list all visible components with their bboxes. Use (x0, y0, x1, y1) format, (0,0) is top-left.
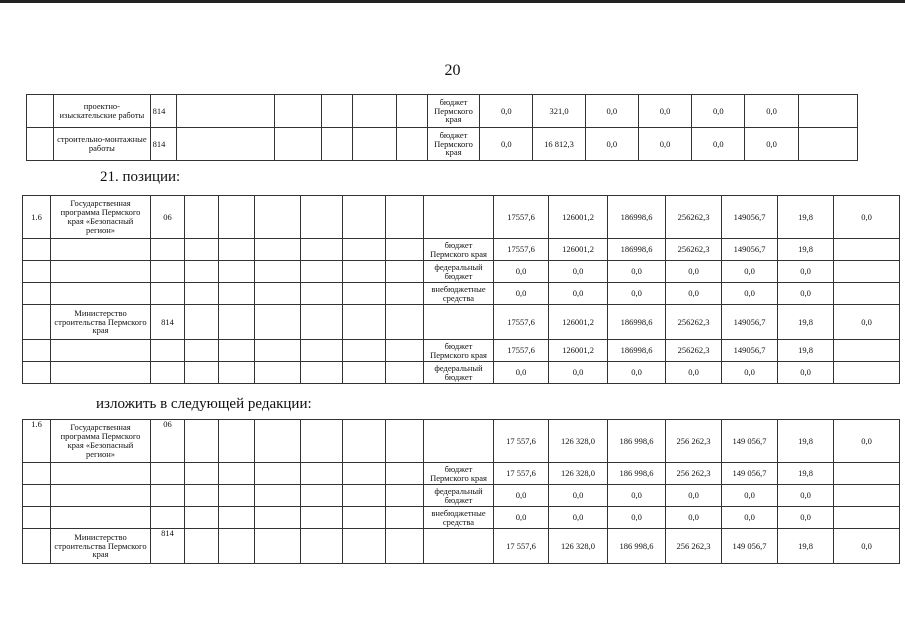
value-cell: 0,0 (692, 95, 745, 128)
value-cell: 149056,7 (722, 196, 778, 239)
table-row (23, 239, 900, 261)
value-cell: 0,0 (666, 362, 722, 384)
table-row (27, 95, 858, 128)
value-cell: 16 812,3 (533, 128, 585, 161)
value-cell: 0,0 (494, 362, 549, 384)
value-cell: 0,0 (778, 362, 834, 384)
value-cell: 0,0 (585, 128, 638, 161)
value-cell: 0,0 (585, 95, 638, 128)
value-cell: 0,0 (778, 283, 834, 305)
value-cell: 0,0 (778, 261, 834, 283)
value-cell: 0,0 (722, 261, 778, 283)
row-number: 1.6 (23, 196, 51, 239)
value-cell: 186998,6 (608, 305, 666, 340)
value-cell: 149 056,7 (722, 529, 778, 564)
source-cell: бюджет Пермского края (427, 95, 479, 128)
source-cell: бюджет Пермского края (424, 463, 494, 485)
source-cell: бюджет Пермского края (427, 128, 479, 161)
value-cell: 0,0 (692, 128, 745, 161)
value-cell: 149056,7 (722, 340, 778, 362)
source-cell: внебюджетные средства (424, 283, 494, 305)
source-cell: федеральный бюджет (424, 485, 494, 507)
value-cell: 19,8 (778, 463, 834, 485)
value-cell: 0,0 (638, 128, 691, 161)
value-cell: 126001,2 (549, 196, 608, 239)
value-cell: 0,0 (549, 283, 608, 305)
value-cell: 0,0 (494, 507, 549, 529)
value-cell: 17557,6 (494, 305, 549, 340)
value-cell: 19,8 (778, 239, 834, 261)
code-cell: 814 (150, 128, 176, 161)
code-cell: 814 (151, 305, 185, 340)
table-row (23, 283, 900, 305)
source-cell: федеральный бюджет (424, 261, 494, 283)
value-cell: 186998,6 (608, 340, 666, 362)
value-cell: 0,0 (666, 283, 722, 305)
value-cell: 256 262,3 (666, 463, 722, 485)
value-cell: 0,0 (549, 261, 608, 283)
value-cell: 186998,6 (608, 196, 666, 239)
value-cell: 0,0 (608, 507, 666, 529)
value-cell: 17 557,6 (494, 463, 549, 485)
value-cell: 0,0 (480, 128, 533, 161)
value-cell: 0,0 (494, 283, 549, 305)
work-name: проектно-изыскательские работы (54, 95, 150, 128)
table-row (23, 507, 900, 529)
value-cell: 149056,7 (722, 239, 778, 261)
value-cell: 0,0 (834, 529, 900, 564)
value-cell: 126001,2 (549, 239, 608, 261)
value-cell: 17 557,6 (494, 420, 549, 463)
table-row (23, 261, 900, 283)
value-cell: 0,0 (480, 95, 533, 128)
value-cell: 126001,2 (549, 305, 608, 340)
value-cell: 0,0 (666, 261, 722, 283)
value-cell: 149056,7 (722, 305, 778, 340)
ministry-row (23, 529, 900, 564)
table-row (23, 485, 900, 507)
value-cell: 186 998,6 (608, 529, 666, 564)
program-row (23, 196, 900, 239)
value-cell: 19,8 (778, 420, 834, 463)
table-row (27, 128, 858, 161)
value-cell: 0,0 (834, 420, 900, 463)
program-name: Государственная программа Пермского края «Безопасный регион» (51, 196, 151, 239)
value-cell: 19,8 (778, 529, 834, 564)
row-number: 1.6 (23, 420, 51, 463)
source-cell: бюджет Пермского края (424, 340, 494, 362)
value-cell: 186 998,6 (608, 420, 666, 463)
value-cell: 321,0 (533, 95, 585, 128)
value-cell: 0,0 (549, 507, 608, 529)
value-cell: 0,0 (494, 261, 549, 283)
value-cell: 0,0 (722, 283, 778, 305)
value-cell: 0,0 (834, 196, 900, 239)
page-number: 20 (444, 62, 461, 79)
value-cell: 0,0 (666, 507, 722, 529)
ministry-row (23, 305, 900, 340)
value-cell: 0,0 (608, 261, 666, 283)
table-row (23, 362, 900, 384)
source-cell: внебюджетные средства (424, 507, 494, 529)
value-cell: 17557,6 (494, 196, 549, 239)
ministry-name: Министерство строительства Пермского края (51, 305, 151, 340)
value-cell: 126 328,0 (549, 529, 608, 564)
program-row (23, 420, 900, 463)
section-a-heading: 21. позиции: (100, 169, 181, 185)
scan-edge-line (0, 0, 905, 3)
value-cell: 0,0 (549, 362, 608, 384)
value-cell: 19,8 (778, 196, 834, 239)
value-cell: 0,0 (722, 485, 778, 507)
section-b-table (22, 419, 900, 564)
value-cell: 186998,6 (608, 239, 666, 261)
table-row (23, 463, 900, 485)
value-cell: 256262,3 (666, 239, 722, 261)
source-cell: федеральный бюджет (424, 362, 494, 384)
table-row (23, 340, 900, 362)
value-cell: 0,0 (745, 128, 798, 161)
section-b-heading: изложить в следующей редакции: (96, 396, 312, 412)
value-cell: 0,0 (638, 95, 691, 128)
value-cell: 17557,6 (494, 239, 549, 261)
value-cell: 0,0 (834, 305, 900, 340)
top-table (26, 94, 858, 161)
value-cell: 19,8 (778, 340, 834, 362)
program-name: Государственная программа Пермского края «Безопасный регион» (51, 420, 151, 463)
value-cell: 256 262,3 (666, 529, 722, 564)
value-cell: 186 998,6 (608, 463, 666, 485)
value-cell: 0,0 (608, 485, 666, 507)
ministry-name: Министерство строительства Пермского края (51, 529, 151, 564)
value-cell: 256262,3 (666, 305, 722, 340)
value-cell: 256 262,3 (666, 420, 722, 463)
value-cell: 17557,6 (494, 340, 549, 362)
value-cell: 0,0 (745, 95, 798, 128)
value-cell: 126001,2 (549, 340, 608, 362)
value-cell: 0,0 (666, 485, 722, 507)
value-cell: 0,0 (778, 485, 834, 507)
value-cell: 0,0 (549, 485, 608, 507)
source-cell: бюджет Пермского края (424, 239, 494, 261)
value-cell: 0,0 (722, 362, 778, 384)
code-cell: 06 (151, 196, 185, 239)
work-name: строительно-монтажные работы (54, 128, 150, 161)
value-cell: 19,8 (778, 305, 834, 340)
value-cell: 126 328,0 (549, 420, 608, 463)
value-cell: 149 056,7 (722, 420, 778, 463)
value-cell: 0,0 (778, 507, 834, 529)
value-cell: 0,0 (722, 507, 778, 529)
value-cell: 0,0 (494, 485, 549, 507)
code-cell: 06 (151, 420, 185, 463)
value-cell: 256262,3 (666, 196, 722, 239)
code-cell: 814 (150, 95, 176, 128)
value-cell: 17 557,6 (494, 529, 549, 564)
value-cell: 256262,3 (666, 340, 722, 362)
value-cell: 0,0 (608, 362, 666, 384)
value-cell: 0,0 (608, 283, 666, 305)
value-cell: 126 328,0 (549, 463, 608, 485)
section-a-table (22, 195, 900, 384)
value-cell: 149 056,7 (722, 463, 778, 485)
code-cell: 814 (151, 529, 185, 564)
